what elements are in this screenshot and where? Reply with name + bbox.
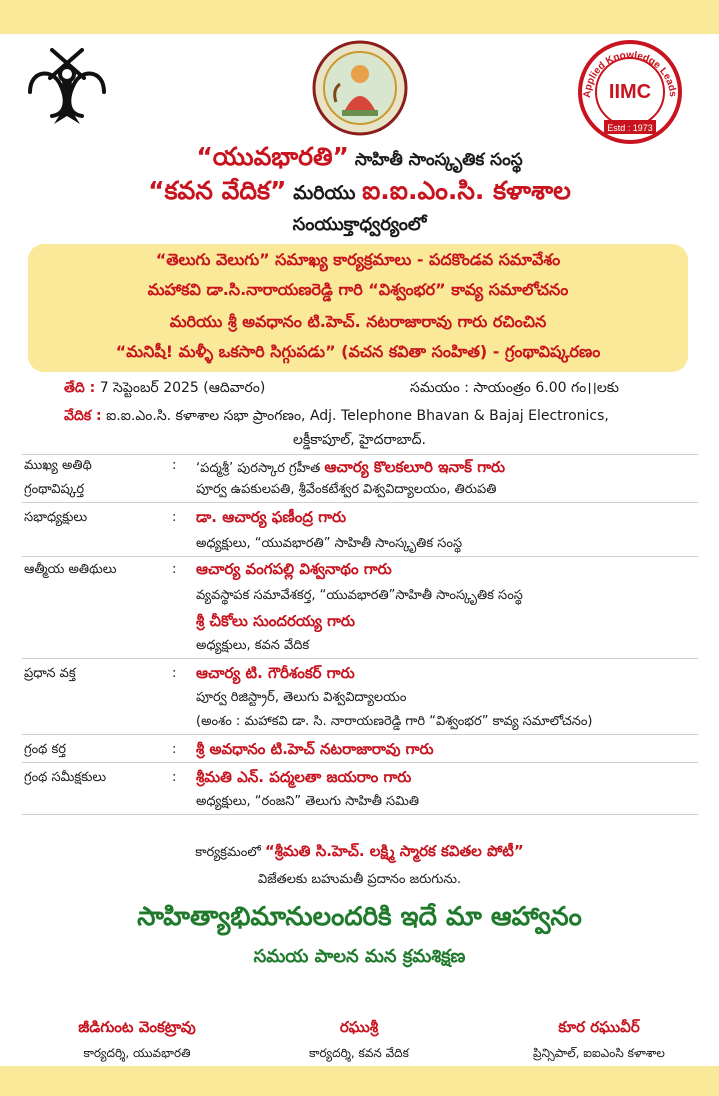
saraswati-emblem-icon bbox=[312, 40, 408, 136]
event-venue bbox=[64, 408, 609, 427]
chief-guest-pre: ‘పద్మశ్రీ’ పురస్కార గ్రహీత bbox=[196, 461, 325, 476]
highlight-line-2: మహాకవి డా.సి.నారాయణరెడ్డి గారి “విశ్వంభర” కావ్య సమాలోచనం bbox=[147, 280, 569, 299]
president-name: డా. ఆచార్య ఫణీంద్ర గారు bbox=[196, 508, 347, 526]
role-reviewer: గ్రంథ సమీక్షకులు bbox=[24, 770, 107, 785]
special-guest-2-name: శ్రీ చీకోలు సుందరయ్య గారు bbox=[196, 612, 355, 630]
iimc-initials: IIMC bbox=[608, 81, 652, 103]
separator bbox=[22, 454, 698, 455]
reviewer-name: శ్రీమతి ఎన్. పద్మలతా జయరాం గారు bbox=[196, 768, 412, 786]
venue-label: వేదిక : bbox=[64, 408, 102, 424]
venue-value: ఐ.ఐ.ఎం.సి. కళాశాల సభా ప్రాంగణం, Adj. Telephone Bhavan & Bajaj Electronics, bbox=[101, 408, 609, 424]
author-name: శ్రీ అవధానం టి.హెచ్ నటరాజారావు గారు bbox=[196, 740, 434, 758]
date-value: 7 సెప్టెంబర్ 2025 (ఆదివారం) bbox=[95, 380, 266, 396]
date-label: తేది : bbox=[64, 380, 96, 396]
colon: : bbox=[172, 666, 177, 681]
role-main-speaker: ప్రధాన వక్త bbox=[24, 666, 76, 681]
competition-pre: కార్యక్రమంలో bbox=[195, 845, 265, 860]
special-guest-1-detail: వ్యవస్థాపక సమావేశకర్త, “యువభారతి”సాహితీ సాంస్కృతిక సంస్థ bbox=[196, 588, 523, 603]
competition-line bbox=[0, 842, 719, 864]
event-time: సమయం : సాయంత్రం 6.00 గం।।లకు bbox=[410, 380, 619, 396]
colon: : bbox=[172, 770, 177, 785]
separator bbox=[22, 556, 698, 557]
role-chief-guest: ముఖ్య అతిథి bbox=[24, 458, 92, 473]
colon: : bbox=[172, 562, 177, 577]
main-speaker-topic: (అంశం : మహాకవి డా. సి. నారాయణరెడ్డి గారి “విశ్వంభర” కావ్య సమాలోచనం) bbox=[196, 714, 593, 729]
separator bbox=[22, 502, 698, 503]
competition-name: “శ్రీమతి సి.హెచ్. లక్ష్మి స్మారక కవితల పోటీ” bbox=[264, 842, 524, 860]
iimc-logo bbox=[574, 36, 686, 148]
separator bbox=[22, 658, 698, 659]
colon: : bbox=[172, 458, 177, 473]
highlight-line-1: “తెలుగు వెలుగు” సమాఖ్య కార్యక్రమాలు - పదకొండవ సమావేశం bbox=[155, 250, 561, 269]
separator bbox=[22, 762, 698, 763]
president-detail: అధ్యక్షులు, “యువభారతి” సాహితీ సాంస్కృతిక సంస్థ bbox=[196, 536, 463, 551]
org2-mid: మరియు bbox=[286, 182, 363, 204]
org1-heading bbox=[0, 142, 719, 178]
main-speaker-detail: పూర్వ రిజిస్ట్రార్, తెలుగు విశ్వవిద్యాలయం bbox=[196, 690, 407, 705]
iimc-estd: Estd : 1973 bbox=[607, 123, 653, 133]
org2-college: ఐ.ఐ.ఎం.సి. కళాశాల bbox=[362, 176, 571, 205]
signatory-3 bbox=[484, 1018, 714, 1063]
jointly-text: సంయుక్తాధ్వర్యంలో bbox=[292, 214, 427, 235]
invitation-heading: సాహిత్యాభిమానులందరికి ఇదే మా ఆహ్వానం bbox=[137, 902, 582, 932]
special-guest-1-name: ఆచార్య వంగపల్లి విశ్వనాథం గారు bbox=[196, 560, 392, 578]
highlight-line-4: “మనిషీ! మళ్ళీ ఒకసారి సిగ్గుపడు” (వచన కవితా సంహిత) - గ్రంథావిష్కరణం bbox=[115, 342, 601, 361]
top-band bbox=[0, 0, 719, 34]
highlight-line-3: మరియు శ్రీ అవధానం టి.హెచ్. నటరాజారావు గారు రచించిన bbox=[169, 312, 547, 331]
signatory-3-title: ప్రిన్సిపాల్, ఐఐఎంసి కళాశాల bbox=[533, 1046, 665, 1060]
org1-name: “యువభారతి” bbox=[196, 142, 349, 171]
bottom-band bbox=[0, 1066, 719, 1096]
role-special-guests: ఆత్మీయ అతిథులు bbox=[24, 562, 117, 577]
signatory-1-name: జీడిగుంట వెంకట్రావు bbox=[78, 1018, 196, 1036]
org2-name: “కవన వేదిక” bbox=[148, 176, 287, 205]
main-speaker-name: ఆచార్య టి. గౌరీశంకర్ గారు bbox=[196, 664, 355, 682]
special-guest-2-detail: అధ్యక్షులు, కవన వేదిక bbox=[196, 638, 310, 653]
venue-line-2: లక్డీకాపూల్, హైదరాబాద్. bbox=[293, 432, 426, 448]
role-president: సభాధ్యక్షులు bbox=[24, 510, 88, 525]
signatory-3-name: కూర రఘువీర్ bbox=[558, 1018, 640, 1036]
colon: : bbox=[172, 742, 177, 757]
org2-heading bbox=[0, 176, 719, 212]
org1-rest: సాహితీ సాంస్కృతిక సంస్థ bbox=[348, 150, 523, 170]
separator bbox=[22, 734, 698, 735]
yuvabharathi-emblem-icon bbox=[22, 44, 112, 128]
signatory-1 bbox=[22, 1018, 252, 1063]
iimc-ring-text: Applied Knowledge Leads bbox=[581, 49, 679, 99]
competition-prize-line: విజేతలకు బహుమతీ ప్రదానం జరుగును. bbox=[257, 872, 462, 887]
chief-guest-line bbox=[196, 458, 505, 480]
chief-guest-name: ఆచార్య కొలకలూరి ఇనాక్ గారు bbox=[324, 458, 506, 476]
separator bbox=[22, 814, 698, 815]
role-author: గ్రంథ కర్త bbox=[24, 742, 66, 757]
colon: : bbox=[172, 510, 177, 525]
signatory-2-name: రఘుశ్రీ bbox=[339, 1018, 379, 1036]
signatory-2 bbox=[244, 1018, 474, 1063]
signatory-1-title: కార్యదర్శి, యువభారతి bbox=[83, 1046, 191, 1060]
reviewer-detail: అధ్యక్షులు, “రంజని” తెలుగు సాహితీ సమితి bbox=[196, 794, 420, 809]
book-releaser-detail: పూర్వ ఉపకులపతి, శ్రీవేంకటేశ్వర విశ్వవిద్యాలయం, తిరుపతి bbox=[196, 482, 497, 497]
role-book-releaser: గ్రంథావిష్కర్త bbox=[24, 482, 85, 497]
signatory-2-title: కార్యదర్శి, కవన వేదిక bbox=[309, 1046, 409, 1060]
invitation-subheading: సమయ పాలన మన క్రమశిక్షణ bbox=[253, 946, 466, 967]
event-date bbox=[64, 380, 265, 399]
